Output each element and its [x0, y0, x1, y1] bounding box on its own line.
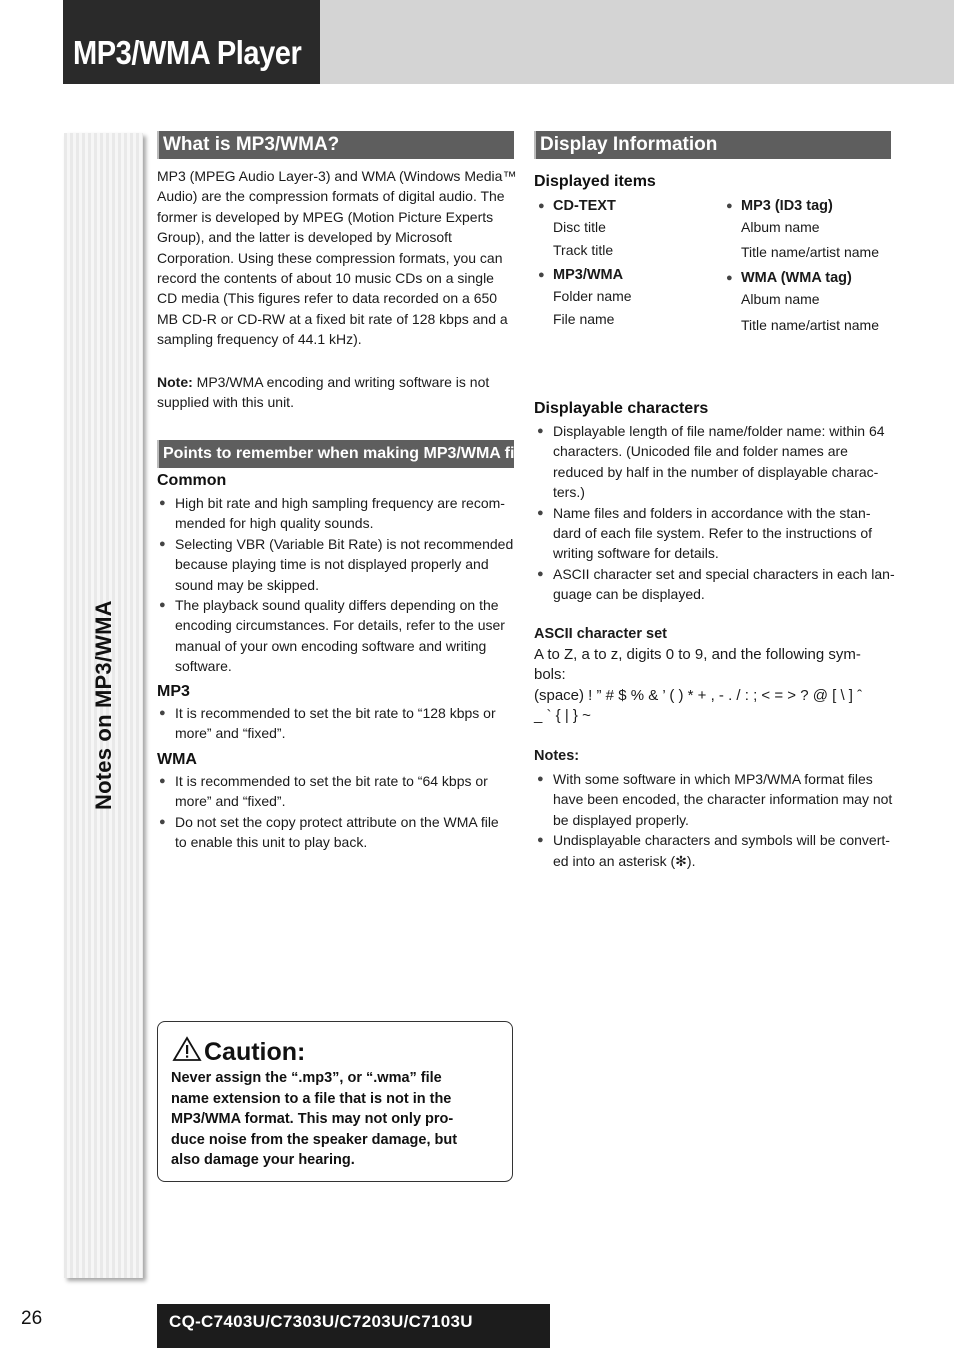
model-number: CQ-C7403U/C7303U/C7203U/C7103U: [169, 1312, 473, 1331]
model-bar: [157, 1304, 550, 1348]
caution-box: [157, 1021, 513, 1182]
bullet-icon: ●: [537, 567, 544, 580]
item-group-mp3-wma: ● MP3/WMA Folder name File name: [538, 267, 632, 327]
notes-list: [535, 769, 895, 871]
displayed-items-label: Displayed items: [534, 173, 656, 190]
caution-line: also damage your hearing.: [171, 1152, 355, 1168]
displayable-list-item: ● ASCII character set and special characters in each lan- guage can be displayed.: [537, 565, 895, 603]
bullet-icon: ●: [159, 537, 166, 550]
mp3-label: MP3: [157, 683, 190, 700]
common-label: Common: [157, 472, 227, 489]
what-is-line: Corporation. Using these compression formats, you can: [157, 249, 503, 266]
what-is-line: sampling frequency of 44.1 kHz).: [157, 331, 362, 348]
section-heading-display-info: Display Information: [534, 131, 891, 159]
bullet-icon: ●: [159, 599, 166, 612]
note-text-2: supplied with this unit.: [157, 394, 294, 411]
what-is-line: Group), and the latter is developed by Microsoft: [157, 229, 452, 246]
common-list-item: ● Selecting VBR (Variable Bit Rate) is not recommended because playing time is not displayed properly and sound may be skipped.: [159, 535, 514, 593]
bullet-icon: ●: [159, 497, 166, 509]
common-list: [157, 493, 517, 677]
displayable-list-item: ● Displayable length of file name/folder name: within 64 characters. (Unicoded file and folder names are reduced by half in the number of displayable charac- ters.): [537, 423, 885, 501]
displayable-list-item: ● Name files and folders in accordance with the stan- dard of each file system. Refer to the instructions of writing software for details.: [537, 504, 873, 562]
title-bar: [63, 0, 320, 84]
what-is-line: MP3 (MPEG Audio Layer-3) and WMA (Windows Media™: [157, 168, 517, 184]
what-is-paragraph: [157, 166, 517, 350]
bullet-icon: ●: [537, 425, 544, 437]
ascii-line: _ ` { | } ~: [534, 707, 591, 725]
ascii-line: bols:: [534, 666, 566, 684]
caution-line: name extension to a file that is not in the: [171, 1090, 452, 1107]
wma-list-item: ● Do not set the copy protect attribute on the WMA file to enable this unit to play back.: [159, 813, 499, 851]
what-is-line: MB CD-R or CD-RW at a fixed bit rate of 128 kbps and a: [157, 310, 508, 327]
caution-line: Never assign the “.mp3”, or “.wma” file: [171, 1070, 442, 1086]
ascii-text: [534, 645, 894, 727]
caution-title: Caution:: [204, 1038, 306, 1066]
title-bar-extension: [320, 0, 954, 84]
what-is-line: former is developed by MPEG (Motion Picture Experts: [157, 208, 494, 225]
bullet-icon: ●: [159, 775, 166, 787]
section-heading-points: Points to remember when making MP3/WMA files: [157, 440, 514, 468]
displayable-list: [535, 421, 895, 605]
note-text-1: MP3/WMA encoding and writing software is not: [192, 374, 490, 390]
wma-list: [157, 771, 517, 853]
notes-list-item: ● Undisplayable characters and symbols will be convert- ed into an asterisk (✻).: [537, 832, 890, 869]
ascii-line: A to Z, a to z, digits 0 to 9, and the following sym-: [534, 646, 861, 663]
ascii-line: (space) ! ” # $ % & ’ ( ) * + , - . / : ; < = > ? @ [ \ ] ˆ: [534, 686, 863, 704]
side-tab-label: Notes on MP3/WMA: [91, 600, 116, 810]
caution-line: duce noise from the speaker damage, but: [171, 1131, 458, 1148]
bullet-icon: ●: [537, 506, 544, 519]
note-paragraph: [157, 372, 517, 413]
note-label: Note:: [157, 374, 193, 390]
what-is-line: Audio) are the compression formats of digital audio. The: [157, 188, 505, 205]
caution-text: [171, 1068, 501, 1171]
bullet-icon: ●: [537, 773, 544, 785]
mp3-list: [157, 703, 517, 744]
warning-triangle-icon: [172, 1036, 202, 1069]
section-heading-what-is: What is MP3/WMA?: [157, 131, 514, 159]
item-group-id3-tag: ● MP3 (ID3 tag) Album name Title name/artist name: [726, 198, 879, 260]
common-list-item: ● High bit rate and high sampling frequency are recom- mended for high quality sounds.: [159, 495, 505, 532]
item-group-cd-text: ● CD-TEXT Disc title Track title: [538, 198, 616, 258]
item-group-wma-tag: ● WMA (WMA tag) Album name Title name/artist name: [726, 270, 879, 333]
wma-list-item: ● It is recommended to set the bit rate to “64 kbps or more” and “fixed”.: [159, 773, 488, 810]
caution-heading: [172, 1036, 305, 1069]
page-number: 26: [21, 1308, 43, 1329]
bullet-icon: ●: [159, 815, 166, 828]
notes-label: Notes:: [534, 748, 580, 764]
notes-list-item: ● With some software in which MP3/WMA format files have been encoded, the character information may not be displayed properly.: [537, 771, 893, 828]
what-is-line: record the contents of about 10 music CDs on a single: [157, 270, 494, 287]
bullet-icon: ●: [537, 834, 544, 847]
what-is-line: CD media (This figures refer to data recorded on a 650: [157, 290, 498, 307]
displayable-characters-label: Displayable characters: [534, 400, 709, 417]
wma-label: WMA: [157, 751, 197, 768]
page-title: MP3/WMA Player: [73, 34, 302, 71]
common-list-item: ● The playback sound quality differs depending on the encoding circumstances. For details, refer to the user manual of your own encoding software and writing software.: [159, 597, 505, 675]
bullet-icon: ●: [159, 707, 166, 719]
ascii-label: ASCII character set: [534, 626, 667, 642]
caution-line: MP3/WMA format. This may not only pro-: [171, 1111, 454, 1127]
mp3-list-item: ● It is recommended to set the bit rate to “128 kbps or more” and “fixed”.: [159, 705, 496, 742]
